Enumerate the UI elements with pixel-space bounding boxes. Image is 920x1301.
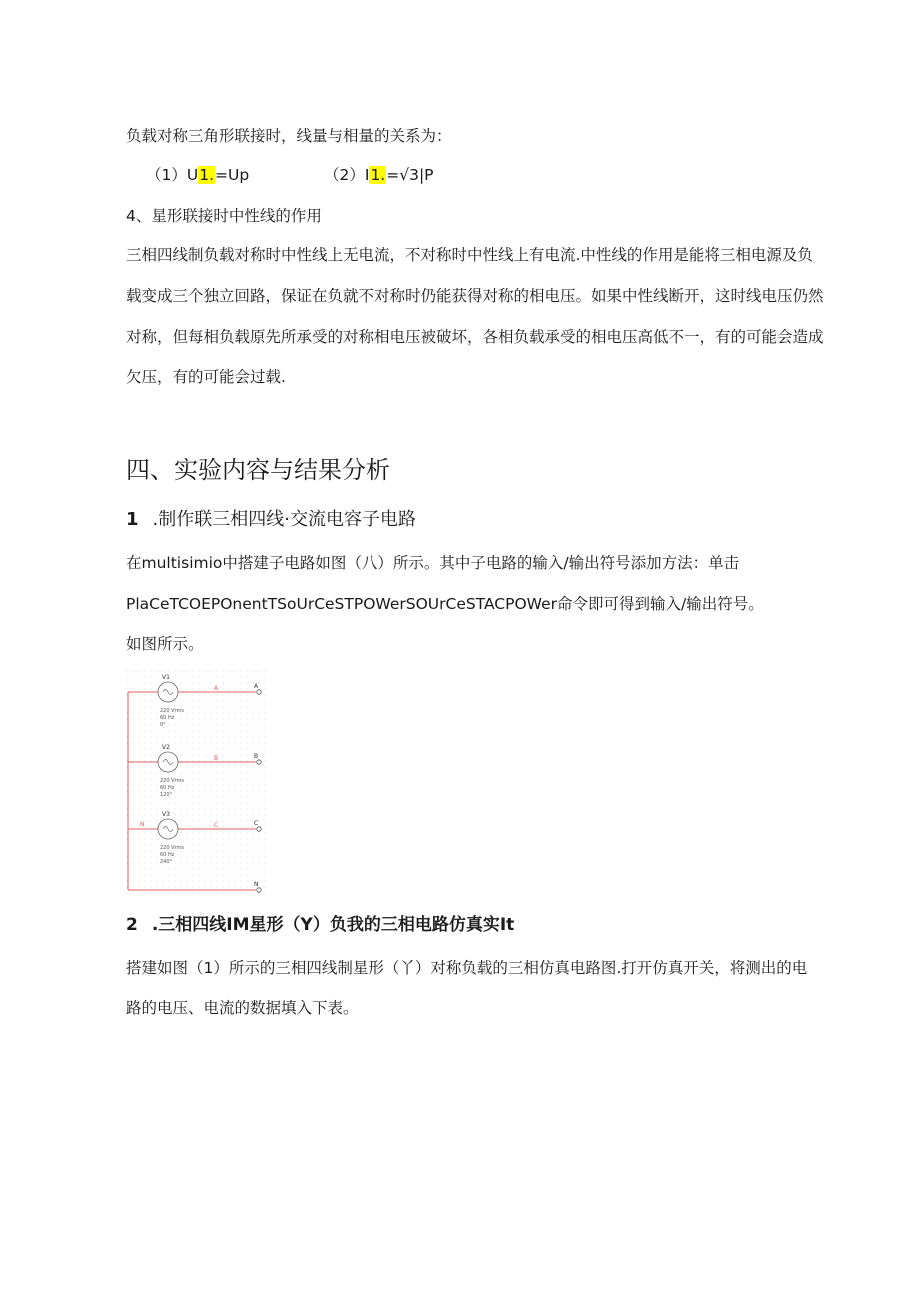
v3-name: V3: [162, 811, 170, 818]
item-1-text: PlaCeTCOEPOnentTSoUrCeSTPOWerSOUrCeSTACPOWer命令即可得到输入/输出符号。: [126, 595, 764, 613]
v2-name: V2: [162, 744, 170, 751]
formula-2: [324, 165, 434, 185]
v2-phase: 120°: [160, 792, 173, 798]
item-2-number: 2: [126, 915, 138, 935]
v3-frequency: 60 Hz: [160, 852, 175, 858]
item-1-text: 如图所示。: [126, 635, 204, 653]
item-2-text: 路的电压、电流的数据填入下表。: [126, 999, 359, 1017]
port-b-label: B: [254, 753, 259, 760]
port-c-label: C: [254, 820, 259, 827]
formula-1-highlight: 1.: [199, 166, 215, 184]
neutral-node-label: N: [140, 821, 145, 828]
section-4-title: 4、星形联接时中性线的作用: [126, 207, 322, 225]
formula-1: [146, 165, 249, 185]
item-2-title: .三相四线IM星形（Y）负我的三相电路仿真实It: [151, 915, 515, 935]
circuit-grid: [126, 670, 266, 898]
formula-2-highlight: 1.: [370, 166, 386, 184]
circuit-diagram: [126, 670, 266, 898]
item-2-text: 搭建如图（1）所示的三相四线制星形（丫）对称负载的三相仿真电路图.打开仿真开关，将测出的电: [126, 959, 808, 977]
node-c-label: C: [214, 822, 219, 829]
chapter-title: 四、实验内容与结果分析: [126, 456, 390, 484]
paragraph-line: 欠压，有的可能会过载.: [126, 368, 286, 386]
item-1-text: 在multisimio中搭建子电路如图（八）所示。其中子电路的输入/输出符号添加方法：单击: [126, 554, 740, 572]
v3-voltage: 220 Vrms: [160, 845, 184, 851]
v2-frequency: 60 Hz: [160, 785, 175, 791]
item-1-number: 1: [126, 509, 139, 530]
v1-name: V1: [162, 674, 170, 681]
v2-voltage: 220 Vrms: [160, 778, 184, 784]
formula-2-suffix: =√3|P: [386, 166, 434, 184]
item-2-heading: [126, 913, 514, 937]
formula-2-prefix: （2）I: [324, 166, 370, 184]
item-1-heading: [126, 508, 416, 532]
item-1-title: .制作联三相四线·交流电容子电路: [152, 509, 416, 530]
port-a-label: A: [254, 683, 259, 690]
v1-frequency: 60 Hz: [160, 715, 175, 721]
intro-text: 负载对称三角形联接时，线量与相量的关系为：: [126, 127, 452, 145]
port-n-label: N: [254, 881, 259, 888]
paragraph-line: 载变成三个独立回路，保证在负就不对称时仍能获得对称的相电压。如果中性线断开，这时线电压仍然: [126, 287, 824, 305]
paragraph-line: 对称，但每相负载原先所承受的对称相电压被破坏，各相负载承受的相电压高低不一，有的可能会造成: [126, 328, 824, 346]
node-b-label: B: [214, 755, 219, 762]
node-a-label: A: [214, 685, 219, 692]
formula-1-prefix: （1）U: [146, 166, 199, 184]
formula-1-suffix: =Up: [215, 166, 250, 184]
v1-voltage: 220 Vrms: [160, 708, 184, 714]
v1-phase: 0°: [160, 722, 166, 728]
paragraph-line: 三相四线制负载对称时中性线上无电流，不对称时中性线上有电流.中性线的作用是能将三相电源及负: [126, 246, 813, 264]
v3-phase: 240°: [160, 859, 173, 865]
